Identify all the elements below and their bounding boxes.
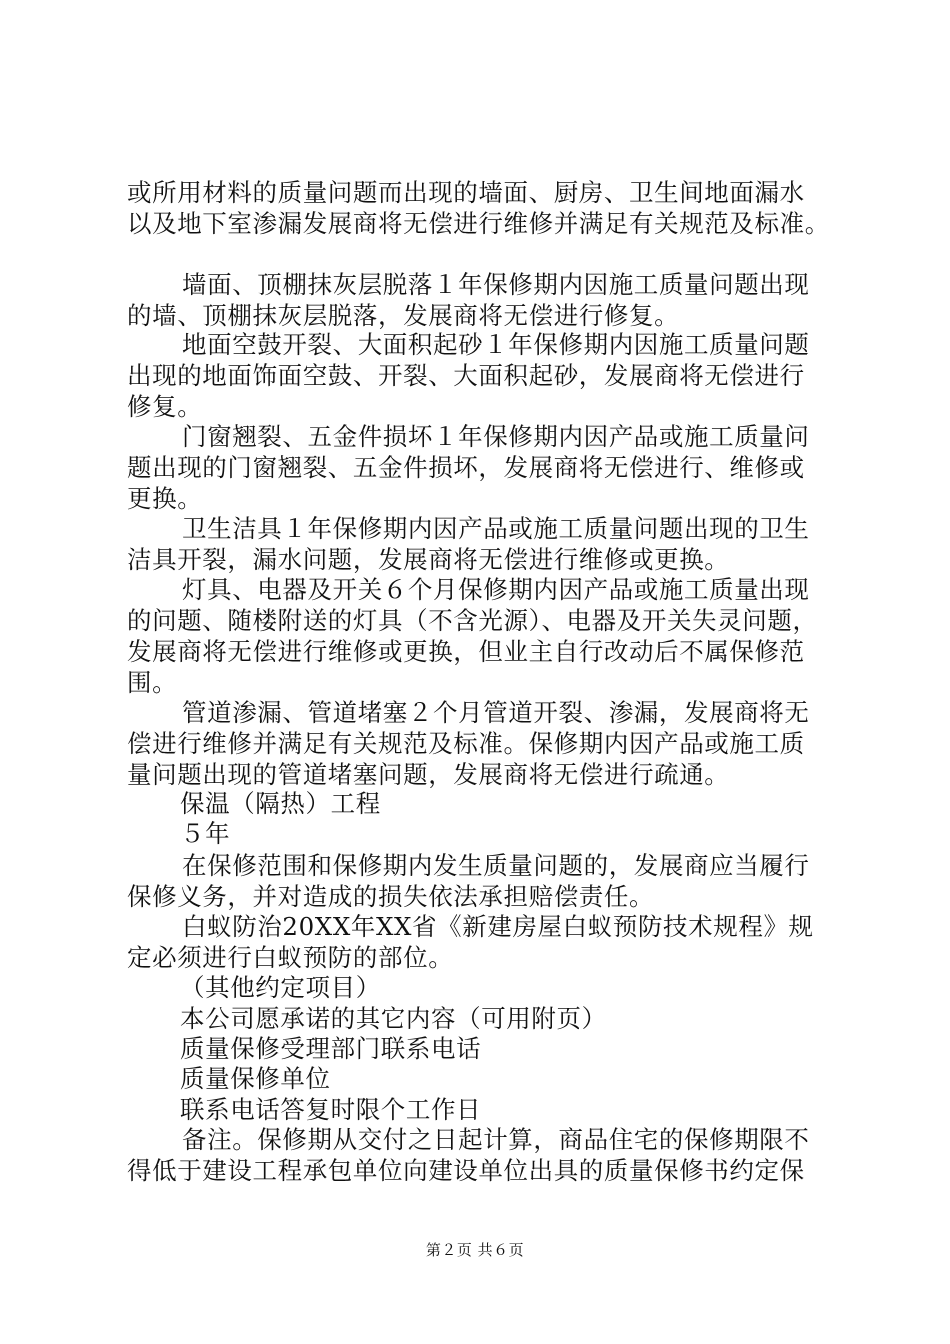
section-heading: 保温（隔热）工程 <box>180 789 381 818</box>
page-number-footer: 第２页 共６页 <box>425 1241 525 1259</box>
paragraph-line: 定必须进行白蚁预防的部位。 <box>127 943 454 972</box>
paragraph-line: 的墙、顶棚抹灰层脱落，发展商将无偿进行修复。 <box>127 301 680 330</box>
other-items-heading: （其他约定项目） <box>180 973 381 1002</box>
paragraph-line: 题出现的门窗翘裂、五金件损坏，发展商将无偿进行、维修或 <box>127 453 805 482</box>
paragraph-line: 卫生洁具１年保修期内因产品或施工质量问题出现的卫生 <box>182 514 810 543</box>
paragraph-line: 偿进行维修并满足有关规范及标准。保修期内因产品或施工质 <box>127 729 805 758</box>
paragraph-line: 管道渗漏、管道堵塞２个月管道开裂、渗漏，发展商将无 <box>182 698 810 727</box>
paragraph-line: 以及地下室渗漏发展商将无偿进行维修并满足有关规范及标准。 <box>127 209 830 238</box>
paragraph-line: 或所用材料的质量问题而出现的墙面、厨房、卫生间地面漏水 <box>127 178 805 207</box>
paragraph-line: 得低于建设工程承包单位向建设单位出具的质量保修书约定保 <box>127 1156 805 1185</box>
paragraph-line: 发展商将无偿进行维修或更换，但业主自行改动后不属保修范 <box>127 637 805 666</box>
paragraph-line: 洁具开裂，漏水问题，发展商将无偿进行维修或更换。 <box>127 545 730 574</box>
period-value: ５年 <box>180 819 231 848</box>
paragraph-line: 门窗翘裂、五金件损坏１年保修期内因产品或施工质量问 <box>182 422 810 451</box>
paragraph-line: 更换。 <box>127 484 203 513</box>
paragraph-line: 灯具、电器及开关６个月保修期内因产品或施工质量出现 <box>182 575 810 604</box>
paragraph-line: 备注。保修期从交付之日起计算，商品住宅的保修期限不 <box>182 1125 810 1154</box>
paragraph-line: 白蚁防治20XX年XX省《新建房屋白蚁预防技术规程》规 <box>182 912 814 941</box>
paragraph-line: 围。 <box>127 668 178 697</box>
paragraph-line: 保修义务，并对造成的损失依法承担赔偿责任。 <box>127 882 655 911</box>
paragraph-line: 本公司愿承诺的其它内容（可用附页） <box>180 1004 607 1033</box>
paragraph-line: 质量保修受理部门联系电话 <box>180 1034 482 1063</box>
paragraph-line: 在保修范围和保修期内发生质量问题的，发展商应当履行 <box>182 851 810 880</box>
paragraph-line: 量问题出现的管道堵塞问题，发展商将无偿进行疏通。 <box>127 760 730 789</box>
paragraph-line: 质量保修单位 <box>180 1064 331 1093</box>
paragraph-line: 地面空鼓开裂、大面积起砂１年保修期内因施工质量问题 <box>182 330 810 359</box>
paragraph-line: 出现的地面饰面空鼓、开裂、大面积起砂，发展商将无偿进行 <box>127 361 805 390</box>
paragraph-line: 的问题、随楼附送的灯具（不含光源）、电器及开关失灵问题， <box>127 606 818 635</box>
paragraph-line: 墙面、顶棚抹灰层脱落１年保修期内因施工质量问题出现 <box>182 270 810 299</box>
paragraph-line: 修复。 <box>127 392 203 421</box>
paragraph-line: 联系电话答复时限个工作日 <box>180 1095 482 1124</box>
